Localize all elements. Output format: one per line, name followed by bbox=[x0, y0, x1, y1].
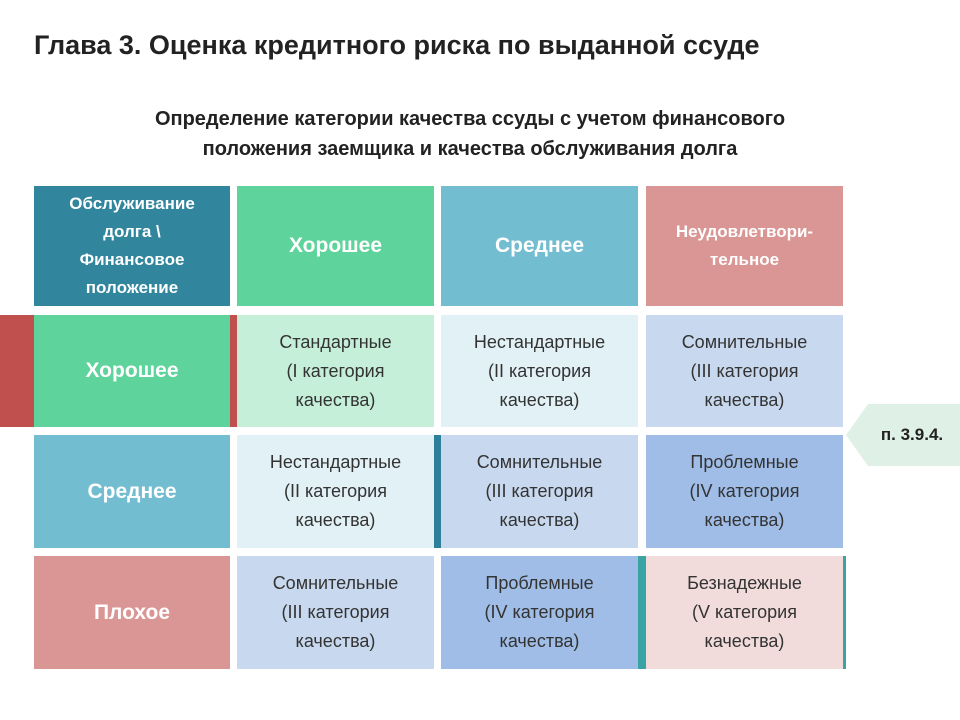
cell-quality-tail: качества) bbox=[704, 389, 785, 410]
cell-quality-category: (II категория bbox=[284, 481, 387, 501]
cell-quality-category: (IV категория bbox=[689, 481, 800, 501]
cell-quality-tail: качества) bbox=[295, 389, 376, 410]
column-header-unsatisfactory-line-2: тельное bbox=[709, 250, 780, 269]
cell-quality-category: (III категория bbox=[690, 360, 799, 381]
cell-quality-category: (III категория bbox=[485, 481, 594, 501]
subtitle-line-2: положения заемщика и качества обслуживания долга bbox=[202, 138, 738, 160]
column-header-average bbox=[441, 186, 638, 306]
table-cell bbox=[441, 435, 638, 548]
column-header-average-label: Среднее bbox=[494, 234, 585, 257]
column-header-unsatisfactory-line-1: Неудовлетвори- bbox=[675, 222, 814, 241]
subtitle-line-1: Определение категории качества ссуды с учетом финансового bbox=[154, 108, 786, 130]
corner-line-2: долга \ bbox=[103, 222, 161, 241]
table-cell bbox=[646, 315, 843, 427]
column-header-good bbox=[237, 186, 434, 306]
cell-quality-category: (V категория bbox=[692, 602, 797, 622]
cell-quality-name: Проблемные bbox=[485, 573, 594, 593]
table-cell bbox=[237, 556, 434, 669]
slide-subtitle bbox=[40, 104, 900, 164]
cell-quality-name: Стандартные bbox=[279, 331, 392, 352]
cell-quality-name: Нестандартные bbox=[473, 331, 606, 352]
reference-arrow bbox=[846, 404, 960, 466]
table-cell bbox=[646, 435, 843, 548]
column-header-good-label: Хорошее bbox=[288, 234, 383, 257]
column-header-unsatisfactory bbox=[646, 186, 843, 306]
table-cell bbox=[237, 435, 434, 548]
cell-quality-tail: качества) bbox=[295, 510, 376, 530]
row-header-good bbox=[34, 315, 230, 427]
cell-quality-category: (III категория bbox=[281, 602, 390, 622]
cell-quality-name: Сомнительные bbox=[681, 331, 808, 352]
row-header-bad bbox=[34, 556, 230, 669]
cell-quality-name: Проблемные bbox=[690, 452, 799, 472]
cell-quality-tail: качества) bbox=[704, 631, 785, 651]
cell-quality-category: (II категория bbox=[488, 360, 591, 381]
table-cell bbox=[646, 556, 843, 669]
corner-line-3: Финансовое bbox=[79, 250, 185, 269]
corner-header bbox=[34, 186, 230, 306]
cell-quality-category: (IV категория bbox=[484, 602, 595, 622]
cell-quality-tail: качества) bbox=[295, 631, 376, 651]
cell-quality-name: Безнадежные bbox=[687, 573, 802, 593]
reference-label: п. 3.9.4. bbox=[880, 425, 944, 444]
cell-quality-category: (I категория bbox=[286, 360, 385, 381]
row-header-average bbox=[34, 435, 230, 548]
cell-quality-tail: качества) bbox=[499, 631, 580, 651]
cell-quality-tail: качества) bbox=[704, 510, 785, 530]
table-cell bbox=[441, 315, 638, 427]
row-header-average-label: Среднее bbox=[87, 479, 177, 503]
cell-quality-name: Сомнительные bbox=[476, 452, 603, 472]
cell-quality-tail: качества) bbox=[499, 389, 580, 410]
table-cell bbox=[441, 556, 638, 669]
cell-quality-tail: качества) bbox=[499, 510, 580, 530]
row-header-bad-label: Плохое bbox=[93, 600, 171, 624]
corner-line-4: положение bbox=[85, 278, 179, 297]
corner-line-1: Обслуживание bbox=[69, 194, 195, 213]
slide-title: Глава 3. Оценка кредитного риска по выданной ссуде bbox=[34, 30, 760, 60]
cell-quality-name: Нестандартные bbox=[269, 452, 402, 472]
table-cell bbox=[237, 315, 434, 427]
cell-quality-name: Сомнительные bbox=[272, 573, 399, 593]
row-header-good-label: Хорошее bbox=[85, 359, 179, 382]
